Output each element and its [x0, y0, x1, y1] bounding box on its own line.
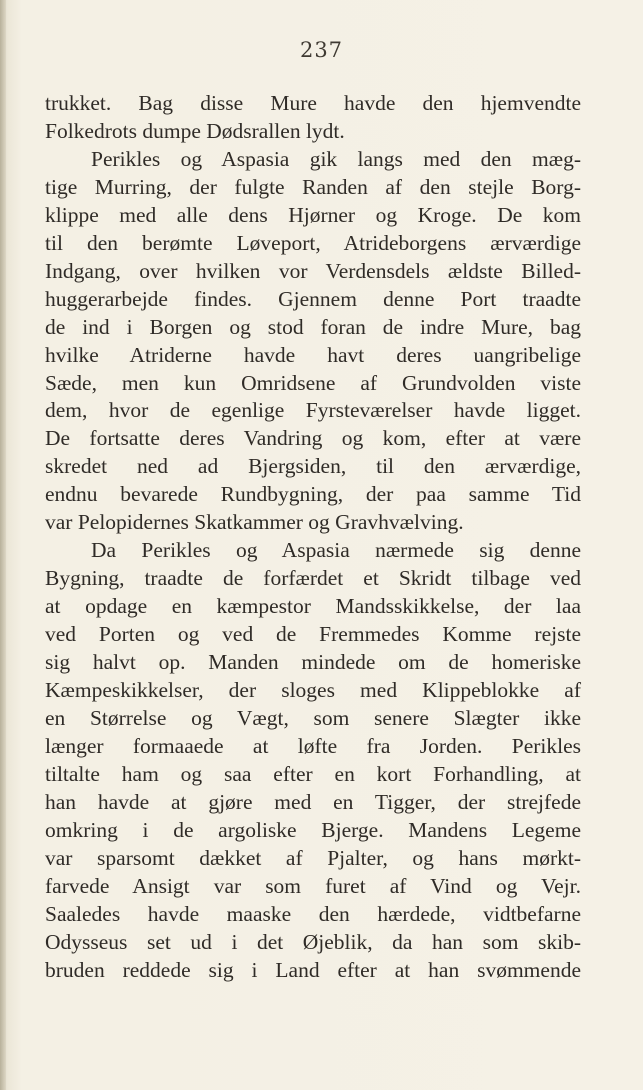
text-line: Kæmpeskikkelser, der sloges med Klippeblokke af	[45, 678, 581, 703]
text-line: tige Murring, der fulgte Randen af den stejle Borg-	[45, 174, 581, 199]
text-line: omkring i de argoliske Bjerge. Mandens Legeme	[45, 817, 581, 842]
text-line: trukket. Bag disse Mure havde den hjemvendte	[45, 91, 581, 115]
text-line: han havde at gjøre med en Tigger, der strejfede	[45, 789, 581, 814]
text-line: at opdage en kæmpestor Mandsskikkelse, der laa	[45, 594, 581, 619]
text-line: Da Perikles og Aspasia nærmede sig denne	[91, 538, 581, 563]
text-line: Saaledes havde maaske den hærdede, vidtbefarne	[45, 901, 581, 926]
text-line: Odysseus set ud i det Øjeblik, da han som skib-	[45, 929, 581, 954]
text-line: De fortsatte deres Vandring og kom, efter at være	[45, 426, 581, 451]
text-line: var sparsomt dækket af Pjalter, og hans mørkt-	[45, 845, 581, 870]
text-line: ved Porten og ved de Fremmedes Komme rejste	[45, 622, 581, 647]
text-line: hvilke Atriderne havde havt deres uangribelige	[45, 342, 581, 367]
text-line: bruden reddede sig i Land efter at han svømmende	[45, 957, 581, 982]
text-line: tiltalte ham og saa efter en kort Forhandling, at	[45, 761, 581, 786]
text-line: Sæde, men kun Omridsene af Grundvolden viste	[45, 370, 581, 395]
text-line: skredet ned ad Bjergsiden, til den ærværdige,	[45, 454, 581, 479]
text-line: dem, hvor de egenlige Fyrsteværelser havde ligget.	[45, 398, 581, 423]
text-line: Bygning, traadte de forfærdet et Skridt tilbage ved	[45, 566, 581, 591]
text-line: en Størrelse og Vægt, som senere Slægter ikke	[45, 705, 581, 730]
text-line: farvede Ansigt var som furet af Vind og Vejr.	[45, 873, 581, 898]
text-line: de ind i Borgen og stod foran de indre Mure, bag	[45, 314, 581, 339]
body-text	[45, 90, 581, 985]
text-line: endnu bevarede Rundbygning, der paa samme Tid	[45, 482, 581, 507]
page-number: 237	[299, 38, 344, 62]
text-line: længer formaaede at løfte fra Jorden. Perikles	[45, 733, 581, 758]
text-line: var Pelopidernes Skatkammer og Gravhvælving.	[45, 510, 464, 535]
text-line: klippe med alle dens Hjørner og Kroge. De kom	[45, 202, 581, 227]
text-line: Perikles og Aspasia gik langs med den mæg-	[91, 146, 581, 171]
page-spine-shadow	[0, 0, 6, 1090]
text-line: sig halvt op. Manden mindede om de homeriske	[45, 650, 581, 675]
text-line: Folkedrots dumpe Dødsrallen lydt.	[45, 118, 345, 143]
text-line: til den berømte Løveport, Atrideborgens ærværdige	[45, 230, 581, 255]
text-line: huggerarbejde findes. Gjennem denne Port traadte	[45, 286, 581, 311]
text-line: Indgang, over hvilken vor Verdensdels ældste Billed-	[45, 258, 581, 283]
